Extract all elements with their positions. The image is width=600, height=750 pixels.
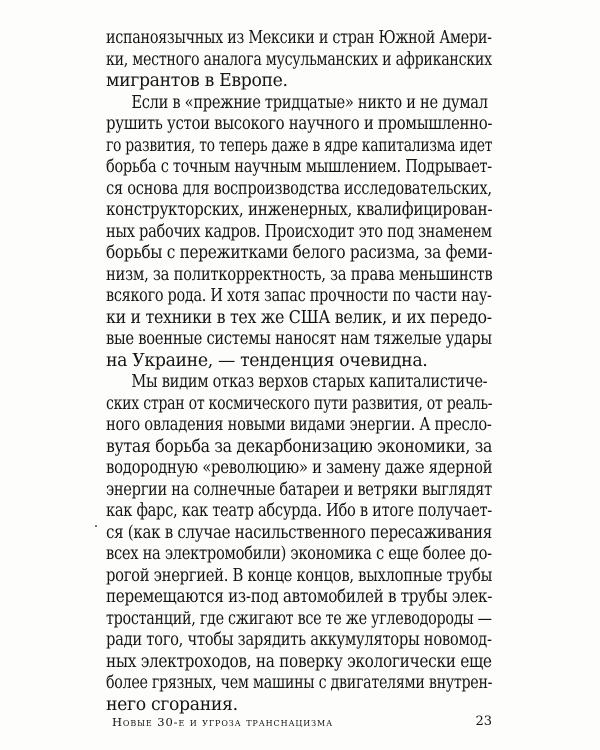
text-line: ки и техники в тех же США велик, и их передо- <box>106 307 492 328</box>
page-number: 23 <box>475 714 492 729</box>
text-line: ских стран от космического пути развития, от реаль- <box>106 393 493 414</box>
text-line: более грязных, чем машины с двигателями внутрен- <box>106 673 493 693</box>
print-speck <box>95 525 97 527</box>
text-line: как фарс, как театр абсурда. Ибо в итоге получает- <box>106 501 492 521</box>
text-line: всякого рода. И хотя запас прочности по части нау- <box>106 286 492 306</box>
text-line: вутая борьба за декарбонизацию экономики, за <box>106 436 493 457</box>
text-line: низм, за политкорректность, за права меньшинств <box>106 264 493 285</box>
running-head: Новые 30-е и угроза транснацизма <box>112 715 334 729</box>
text-line: борьба с точным научным мышлением. Подрывает- <box>106 157 492 177</box>
text-line: рушить устои высокого научного и промышленно- <box>106 114 493 134</box>
paragraph-start-line: Мы видим отказ верхов старых капиталистиче- <box>131 372 488 392</box>
text-line: ся (как в случае насильственного пересаживания <box>106 522 492 543</box>
text-line: на Украине, — тенденция очевидна. <box>106 350 428 371</box>
text-line: энергии на солнечные батареи и ветряки выглядят <box>106 479 492 500</box>
text-line: ных электроходов, на поверку экологически еще <box>106 651 492 672</box>
text-line: ки, местного аналога мусульманских и африканских <box>106 49 492 70</box>
text-line: рогой энергией. В конце концов, выхлопные трубы <box>106 565 493 586</box>
text-line: вые военные системы наносят нам тяжелые удары <box>106 329 492 349</box>
text-line: всех на электромобили) экономика с еще более до- <box>106 544 492 564</box>
page-footer <box>112 715 492 735</box>
text-line: тростанций, где сжигают все те же углеводороды — <box>106 608 492 629</box>
body-text <box>106 28 492 716</box>
text-line: него сгорания. <box>106 694 238 715</box>
text-line: ных рабочих кадров. Происходит это под знаменем <box>106 221 492 242</box>
text-line: испаноязычных из Мексики и стран Южной Амери- <box>106 28 492 48</box>
text-line: конструкторских, инженерных, квалифицирован- <box>106 200 493 220</box>
paragraph-start-line: Если в «прежние тридцатые» никто и не думал <box>131 92 488 113</box>
text-line: борьбы с пережитками белого расизма, за феми- <box>106 243 493 263</box>
text-line: го развития, то теперь даже в ядре капитализма идет <box>106 135 493 156</box>
text-line: водородную «революцию» и замену даже ядерной <box>106 458 493 478</box>
text-line: мигрантов в Европе. <box>106 71 288 91</box>
text-line: ного овладения новыми видами энергии. А пресло- <box>106 415 492 435</box>
text-line: ради того, чтобы зарядить аккумуляторы новомод- <box>106 630 492 650</box>
text-line: перемещаются из-под автомобилей в трубы элек- <box>106 587 493 607</box>
text-line: ся основа для воспроизводства исследовательских, <box>106 178 492 199</box>
